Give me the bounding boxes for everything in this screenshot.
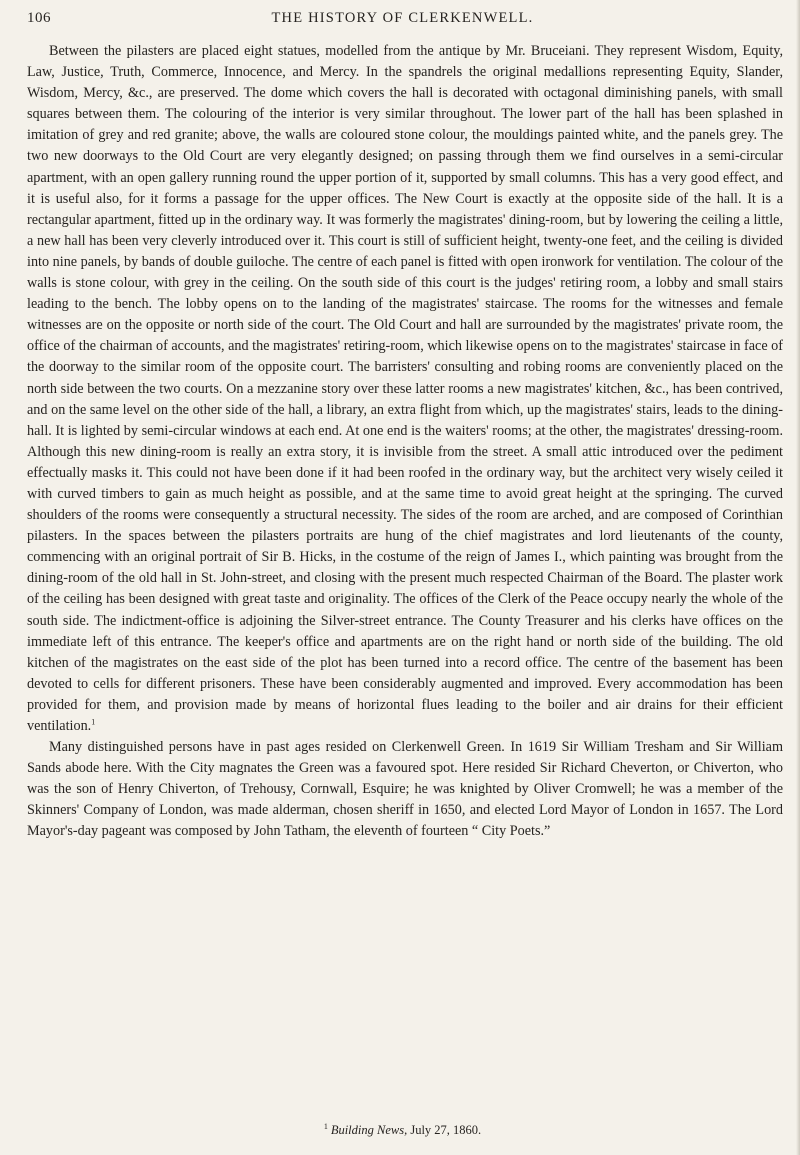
- running-title: THE HISTORY OF CLERKENWELL.: [271, 10, 534, 26]
- footnote: [27, 1122, 778, 1138]
- footnote-mark: 1: [323, 1122, 328, 1131]
- footnote-source: Building News,: [330, 1123, 408, 1138]
- page-edge-shadow: [796, 0, 800, 1155]
- paragraph-statues-and-courts: [27, 41, 783, 737]
- footnote-date: July 27, 1860.: [410, 1123, 482, 1138]
- page-number: 106: [27, 10, 51, 26]
- paragraph-1-text: Between the pilasters are placed eight statues, modelled from the antique by Mr. Bruceiani. They represent Wisdom, Equity, Law, Justice, Truth, Commerce, Innocence, and Mercy. In the spandrels the original medallions representing Equity, Slander, Wisdom, Mercy, &c., are preserved. The dome which covers the hall is decorated with octagonal diminishing panels, with small squares between them. The colouring of the interior is very similar throughout. The lower part of the hall has been splashed in imitation of grey and red granite; above, the walls are coloured stone colour, the mouldings painted white, and the panels grey. The two new doorways to the Old Court are very elegantly designed; on passing through them we find ourselves in a semi-circular apartment, with an open gallery running round the upper portion of it, supported by small columns. This has a very good effect, and it is useful also, for it forms a passage for the upper offices. The New Court is exactly at the opposite side of the hall. It is a rectangular apartment, fitted up in the ordinary way. It was formerly the magistrates' dining-room, but by lowering the ceiling a little, a new hall has been very cleverly introduced over it. This court is still of sufficient height, twenty-one feet, and the ceiling is divided into nine panels, by bands of double guiloche. The centre of each panel is fitted with open ironwork for ventilation. The colour of the walls is stone colour, with grey in the ceiling. On the south side of this court is the judges' retiring room, a lobby and small stairs leading to the bench. The lobby opens on to the landing of the magistrates' staircase. The rooms for the witnesses and female witnesses are on the opposite or north side of the court. The Old Court and hall are surrounded by the magistrates' private room, the office of the chairman of accounts, and the magistrates' retiring-room, which likewise opens on to the magistrates' staircase in face of the doorway to the similar room of the opposite court. The barristers' consulting and robing rooms are conveniently placed on the north side between the two courts. On a mezzanine story over these latter rooms a new magistrates' kitchen, &c., has been contrived, and on the same level on the other side of the hall, a library, an extra flight from which, up the magistrates' stairs, leads to the dining-hall. It is lighted by semi-circular windows at each end. At one end is the waiters' rooms; at the other, the magistrates' dressing-room. Although this new dining-room is really an extra story, it is invisible from the street. A small attic introduced over the pediment effectually masks it. This could not have been done if it had been roofed in the ordinary way, but the architect very wisely ceiled it with curved timbers to gain as much height as possible, and at the same time to avoid great height at the springing. The curved shoulders of the rooms were consequently a structural necessity. The sides of the room are arched, and are composed of Corinthian pilasters. In the spaces between the pilasters portraits are hung of the chief magistrates and lord lieutenants of the county, commencing with an original portrait of Sir B. Hicks, in the costume of the reign of James I., which painting was brought from the dining-room of the old hall in St. John-street, and closing with the present much respected Chairman of the Board. The plaster work of the ceiling has been designed with great taste and originality. The offices of the Clerk of the Peace occupy nearly the whole of the south side. The indictment-office is adjoining the Silver-street entrance. The County Treasurer and his clerks have offices on the immediate left of this entrance. The keeper's office and apartments are on the right hand or north side of the building. The old kitchen of the magistrates on the east side of the plot has been turned into a record office. The centre of the basement has been devoted to cells for different prisoners. These have been considerably augmented and improved. Every accommodation has been provided for them, and provision made by means of horizontal flues leading to the boiler and air drains for their efficient ventilation.: [27, 43, 783, 734]
- footnote-reference: 1: [91, 717, 96, 727]
- page-header: [27, 10, 778, 34]
- paragraph-clerkenwell-green-residents: Many distinguished persons have in past ages resided on Clerkenwell Green. In 1619 Sir William Tresham and Sir William Sands abode here. With the City magnates the Green was a favoured spot. Here resided Sir Richard Cheverton, or Chiverton, who was the son of Henry Chiverton, of Trehousy, Cornwall, Esquire; he was knighted by Oliver Cromwell; he was a member of the Skinners' Company of London, was made alderman, chosen sheriff in 1650, and elected Lord Mayor of London in 1657. The Lord Mayor's-day pageant was composed by John Tatham, the eleventh of fourteen “ City Poets.”: [27, 739, 783, 840]
- body-text: [27, 41, 783, 843]
